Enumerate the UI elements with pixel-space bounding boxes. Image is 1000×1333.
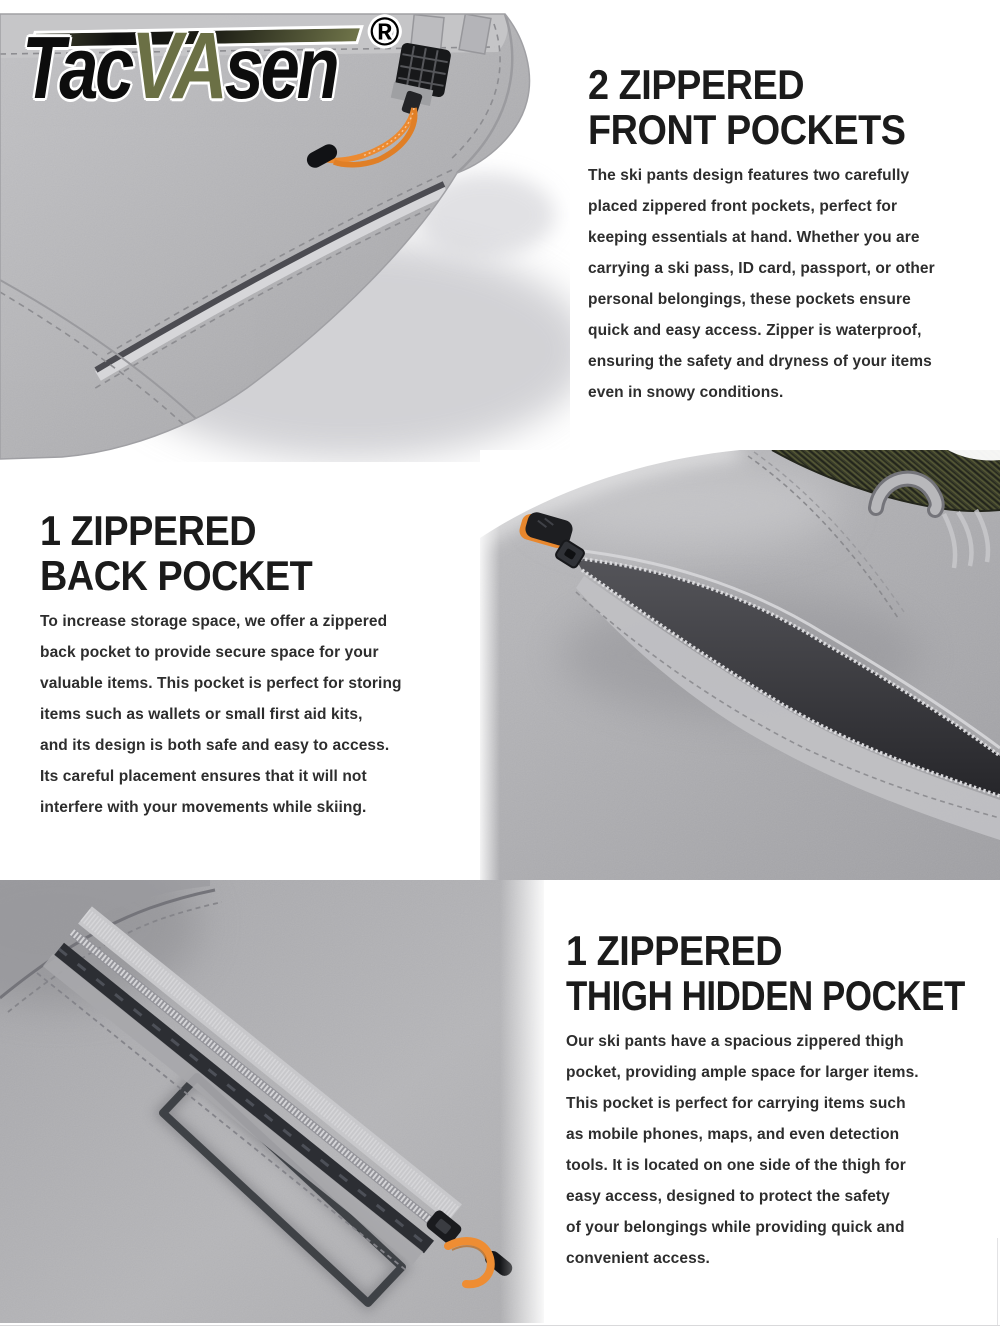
feature-body-line: valuable items. This pocket is perfect for storing	[40, 674, 402, 692]
feature-body-line: and its design is both safe and easy to access.	[40, 736, 390, 754]
bottom-divider	[0, 1325, 1000, 1326]
feature-heading-line: FRONT POCKETS	[588, 106, 906, 153]
logo-part: sen	[224, 18, 337, 117]
feature-heading-line: BACK POCKET	[40, 552, 313, 599]
logo-wordmark	[22, 13, 337, 119]
feature-body-line: convenient access.	[566, 1249, 710, 1267]
feature-body-line: The ski pants design features two carefully	[588, 166, 910, 184]
feature-body-line: To increase storage space, we offer a zippered	[40, 612, 388, 630]
feature-heading-line: 1 ZIPPERED	[566, 927, 783, 974]
feature-body	[566, 1026, 996, 1274]
registered-trademark: ®	[370, 10, 400, 54]
feature-body-line: of your belongings while providing quick and	[566, 1218, 905, 1236]
feature-body	[588, 160, 988, 408]
feature-body-line: quick and easy access. Zipper is waterproof,	[588, 321, 922, 339]
feature-body-line: carrying a ski pass, ID card, passport, or other	[588, 259, 935, 277]
feature-body-line: easy access, designed to protect the safety	[566, 1187, 890, 1205]
feature-body-line: pocket, providing ample space for larger items.	[566, 1063, 919, 1081]
feature-body-line: Our ski pants have a spacious zippered thigh	[566, 1032, 904, 1050]
feature-body-line: placed zippered front pockets, perfect for	[588, 197, 898, 215]
feature-body-line: personal belongings, these pockets ensure	[588, 290, 911, 308]
logo-part: Tac	[22, 18, 132, 117]
feature-body-line: Its careful placement ensures that it will not	[40, 767, 367, 785]
feature-heading-line: 1 ZIPPERED	[40, 507, 257, 554]
back-pocket-photo	[480, 450, 1000, 880]
feature-body-line: items such as wallets or small first aid kits,	[40, 705, 363, 723]
brand-logo	[18, 10, 438, 140]
feature-body-line: even in snowy conditions.	[588, 383, 784, 401]
logo-part: VA	[131, 13, 225, 119]
feature-body-line: interfere with your movements while skiing.	[40, 798, 367, 816]
feature-body-line: This pocket is perfect for carrying items such	[566, 1094, 906, 1112]
feature-body-line: keeping essentials at hand. Whether you are	[588, 228, 920, 246]
feature-body-line: back pocket to provide secure space for your	[40, 643, 379, 661]
feature-front-pockets	[588, 62, 988, 408]
feature-heading-line: 2 ZIPPERED	[588, 61, 805, 108]
thigh-pocket-photo	[0, 880, 560, 1333]
frame-edge-line	[997, 1238, 998, 1325]
feature-body	[40, 606, 480, 823]
feature-heading-line: THIGH HIDDEN POCKET	[566, 972, 965, 1019]
feature-body-line: ensuring the safety and dryness of your items	[588, 352, 932, 370]
belt-loop	[459, 14, 491, 54]
feature-thigh-pocket	[566, 928, 996, 1274]
feature-body-line: as mobile phones, maps, and even detection	[566, 1125, 900, 1143]
feature-back-pocket	[40, 508, 480, 823]
feature-body-line: tools. It is located on one side of the thigh for	[566, 1156, 906, 1174]
